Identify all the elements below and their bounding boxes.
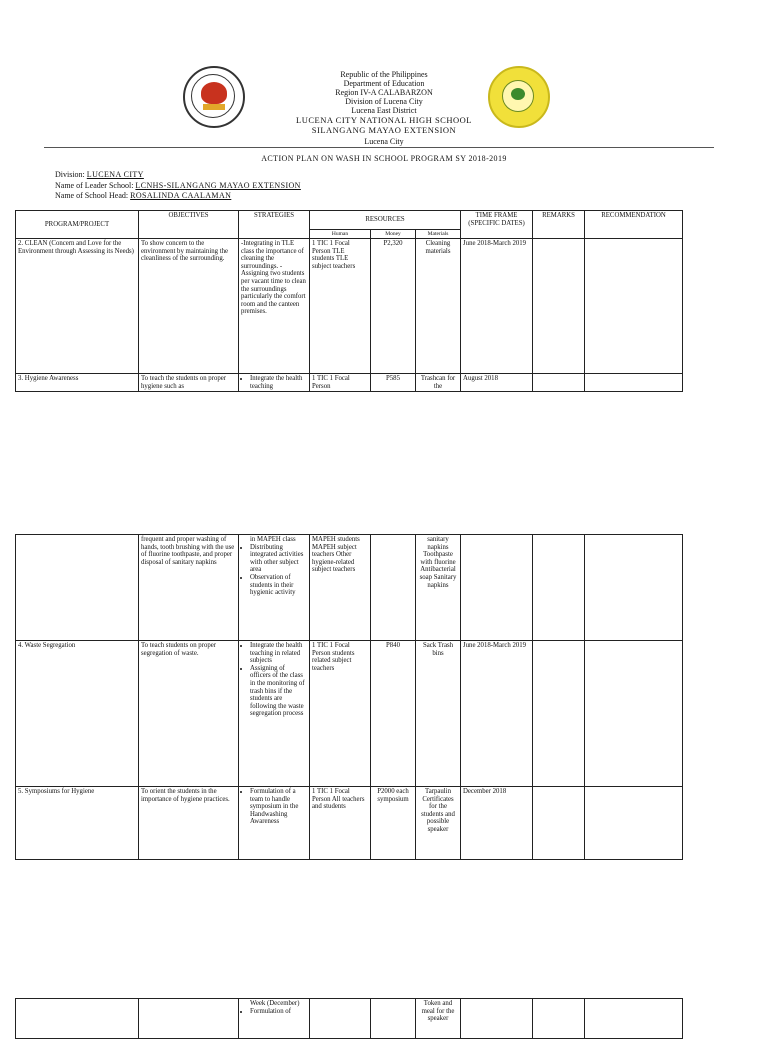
cell-program: 4. Waste Segregation bbox=[16, 641, 139, 787]
meta-school-head: Name of School Head: ROSALINDA CAALAMAN bbox=[55, 191, 232, 200]
col-materials: Materials bbox=[416, 230, 461, 239]
action-plan-table-page2 bbox=[15, 534, 683, 860]
cell-materials: Token and meal for the speaker bbox=[416, 999, 461, 1039]
cell-program bbox=[16, 535, 139, 641]
cell-recommendation bbox=[585, 787, 683, 860]
cell-human: MAPEH students MAPEH subject teachers Other hygiene-related subject teachers bbox=[310, 535, 371, 641]
cell-timeframe: August 2018 bbox=[461, 374, 533, 392]
cell-recommendation bbox=[585, 641, 683, 787]
cell-money bbox=[371, 535, 416, 641]
cell-objectives bbox=[139, 999, 239, 1039]
cell-objectives: To orient the students in the importance of hygiene practices. bbox=[139, 787, 239, 860]
cell-program: 2. CLEAN (Concern and Love for the Environment through Assessing its Needs) bbox=[16, 239, 139, 374]
table-row bbox=[16, 641, 683, 787]
cell-recommendation bbox=[585, 239, 683, 374]
cell-materials: Cleaning materials bbox=[416, 239, 461, 374]
col-money: Money bbox=[371, 230, 416, 239]
cell-money: P585 bbox=[371, 374, 416, 392]
header-district: Lucena East District bbox=[351, 106, 417, 115]
document-title: ACTION PLAN ON WASH IN SCHOOL PROGRAM SY 2018-2019 bbox=[261, 154, 507, 163]
cell-program: 5. Symposiums for Hygiene bbox=[16, 787, 139, 860]
cell-strategies bbox=[239, 535, 310, 641]
strategy-lead: Week (December) bbox=[250, 1000, 300, 1007]
cell-human: 1 TIC 1 Focal Person TLE students TLE subject teachers bbox=[310, 239, 371, 374]
table-row bbox=[16, 239, 683, 374]
header-rule bbox=[44, 147, 714, 148]
col-strategies: STRATEGIES bbox=[239, 211, 310, 239]
cell-program bbox=[16, 999, 139, 1039]
cell-human: 1 TIC 1 Focal Person bbox=[310, 374, 371, 392]
strategy-item: • Assigning of officers of the class in the monitoring of trash bins if the students are following the waste segregation process bbox=[250, 665, 307, 718]
cell-remarks bbox=[533, 641, 585, 787]
cell-strategies bbox=[239, 641, 310, 787]
col-human: Human bbox=[310, 230, 371, 239]
cell-money: P840 bbox=[371, 641, 416, 787]
col-objectives: OBJECTIVES bbox=[139, 211, 239, 239]
cell-timeframe bbox=[461, 999, 533, 1039]
cell-recommendation bbox=[585, 374, 683, 392]
header-extension: SILANGANG MAYAO EXTENSION bbox=[311, 125, 457, 135]
table-row bbox=[16, 787, 683, 860]
cell-program: 3. Hygiene Awareness bbox=[16, 374, 139, 392]
header-republic: Republic of the Philippines bbox=[340, 70, 428, 79]
cell-strategies bbox=[239, 374, 310, 392]
action-plan-table-page1 bbox=[15, 210, 683, 392]
col-timeframe: TIME FRAME (SPECIFIC DATES) bbox=[461, 211, 533, 239]
cell-remarks bbox=[533, 374, 585, 392]
cell-objectives: To show concern to the environment by maintaining the cleanliness of the surrounding. bbox=[139, 239, 239, 374]
table-row bbox=[16, 535, 683, 641]
strategy-item: • Integrate the health teaching bbox=[250, 375, 307, 390]
col-program: PROGRAM/PROJECT bbox=[16, 211, 139, 239]
cell-objectives: To teach students on proper segregation of waste. bbox=[139, 641, 239, 787]
cell-strategies: -Integrating in TLE class the importance of cleaning the surroundings. -Assigning two students per vacant time to clean the surroundings particularly the comfort room and the canteen premises. bbox=[239, 239, 310, 374]
cell-timeframe: June 2018-March 2019 bbox=[461, 239, 533, 374]
strategy-item: • Integrate the health teaching in related subjects bbox=[250, 642, 307, 665]
meta-division: Division: LUCENA CITY bbox=[55, 170, 144, 179]
cell-strategies bbox=[239, 787, 310, 860]
action-plan-table-page3 bbox=[15, 998, 683, 1039]
cell-recommendation bbox=[585, 535, 683, 641]
header-region: Region IV-A CALABARZON bbox=[335, 88, 433, 97]
cell-timeframe: December 2018 bbox=[461, 787, 533, 860]
header-division: Division of Lucena City bbox=[345, 97, 423, 106]
cell-timeframe bbox=[461, 535, 533, 641]
strategy-item: • Distributing integrated activities with other subject area bbox=[250, 544, 307, 574]
col-recommendation: RECOMMENDATION bbox=[585, 211, 683, 239]
strategy-item: • Formulation of bbox=[250, 1008, 307, 1016]
cell-timeframe: June 2018-March 2019 bbox=[461, 641, 533, 787]
cell-remarks bbox=[533, 999, 585, 1039]
cell-remarks bbox=[533, 535, 585, 641]
col-resources: RESOURCES bbox=[310, 211, 461, 230]
header-school: LUCENA CITY NATIONAL HIGH SCHOOL bbox=[296, 115, 472, 125]
strategy-item: • Formulation of a team to handle symposium in the Handwashing Awareness bbox=[250, 788, 307, 826]
cell-strategies bbox=[239, 999, 310, 1039]
header-city: Lucena City bbox=[364, 137, 404, 146]
col-remarks: REMARKS bbox=[533, 211, 585, 239]
cell-materials: Trashcan for the bbox=[416, 374, 461, 392]
cell-materials: sanitary napkins Toothpaste with fluorine Antibacterial soap Sanitary napkins bbox=[416, 535, 461, 641]
cell-materials: Sack Trash bins bbox=[416, 641, 461, 787]
cell-materials: Tarpaulin Certificates for the students and possible speaker bbox=[416, 787, 461, 860]
strategy-lead: in MAPEH class bbox=[250, 536, 296, 543]
cell-money: P2,320 bbox=[371, 239, 416, 374]
meta-leader-school: Name of Leader School: LCNHS-SILANGANG MAYAO EXTENSION bbox=[55, 181, 301, 190]
cell-money: P2000 each symposium bbox=[371, 787, 416, 860]
cell-objectives: frequent and proper washing of hands, tooth brushing with the use of fluorine toothpaste, and proper disposal of sanitary napkins bbox=[139, 535, 239, 641]
cell-money bbox=[371, 999, 416, 1039]
table-row bbox=[16, 374, 683, 392]
cell-human bbox=[310, 999, 371, 1039]
cell-remarks bbox=[533, 787, 585, 860]
cell-remarks bbox=[533, 239, 585, 374]
strategy-item: • Observation of students in their hygienic activity bbox=[250, 574, 307, 597]
cell-recommendation bbox=[585, 999, 683, 1039]
cell-objectives: To teach the students on proper hygiene such as bbox=[139, 374, 239, 392]
cell-human: 1 TIC 1 Focal Person students related subject teachers bbox=[310, 641, 371, 787]
cell-human: 1 TIC 1 Focal Person All teachers and students bbox=[310, 787, 371, 860]
table-row bbox=[16, 999, 683, 1039]
header-department: Department of Education bbox=[343, 79, 425, 88]
